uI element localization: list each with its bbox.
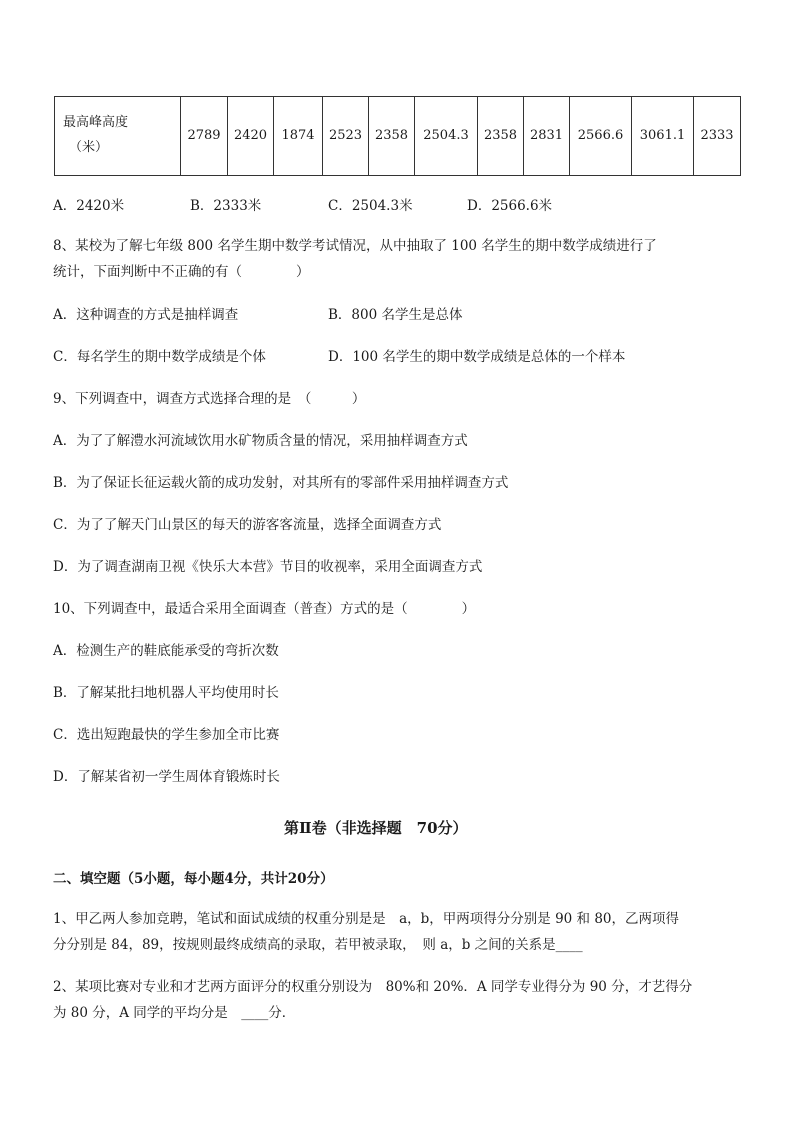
row-header-unit: （米） (69, 140, 109, 155)
q9-option-b: B．为了保证长征运载火箭的成功发射，对其所有的零部件采用抽样调查方式 (53, 475, 509, 491)
table-cell: 2504.3 (415, 97, 478, 176)
table-cell: 3061.1 (632, 97, 694, 176)
q7-option-d: D．2566.6米 (467, 198, 553, 214)
table-cell: 2523 (323, 97, 369, 176)
table-cell: 2358 (369, 97, 415, 176)
table-cell: 2358 (478, 97, 524, 176)
table-cell: 2831 (524, 97, 570, 176)
peak-height-table (54, 96, 741, 176)
q8-stem-line1: 8、某校为了解七年级 800 名学生期中数学考试情况，从中抽取了 100 名学生的期中数学成绩进行了 (53, 238, 657, 254)
table-row-header (55, 97, 181, 176)
q10-option-d: D．了解某省初一学生周体育锻炼时长 (53, 769, 280, 785)
fill1-line2: 分分别是 84，89，按规则最终成绩高的录取，若甲被录取， 则 a，b 之间的关系是____ (53, 937, 583, 953)
part2-title: 第Ⅱ卷（非选择题 70分） (284, 819, 468, 837)
q9-stem: 9、下列调查中，调查方式选择合理的是 （ ） (53, 391, 366, 407)
q8-stem-line2: 统计，下面判断中不正确的有（ ） (53, 264, 310, 280)
fill2-line1: 2、某项比赛对专业和才艺两方面评分的权重分别设为 80%和 20%．A 同学专业得分为 90 分，才艺得分 (53, 979, 693, 995)
q8-option-c: C．每名学生的期中数学成绩是个体 (53, 349, 266, 365)
q8-option-d: D．100 名学生的期中数学成绩是总体的一个样本 (328, 349, 626, 365)
row-header-label: 最高峰高度 (63, 115, 129, 131)
table-row (55, 97, 741, 176)
fill1-line1: 1、甲乙两人参加竞聘，笔试和面试成绩的权重分别是是 a，b，甲两项得分分别是 90 和 80，乙两项得 (53, 911, 680, 927)
q10-stem: 10、下列调查中，最适合采用全面调查（普查）方式的是（ ） (53, 601, 476, 617)
q10-option-b: B．了解某批扫地机器人平均使用时长 (53, 685, 279, 701)
fill2-line2: 为 80 分，A 同学的平均分是 ____分． (53, 1005, 296, 1021)
q7-option-a: A．2420米 (53, 198, 125, 214)
q9-option-d: D．为了调查湖南卫视《快乐大本营》节目的收视率，采用全面调查方式 (53, 559, 483, 575)
section-title: 二、填空题（5小题，每小题4分，共计20分） (53, 871, 334, 887)
table-cell: 2566.6 (570, 97, 632, 176)
q8-option-b: B．800 名学生是总体 (328, 307, 463, 323)
q8-option-a: A．这种调查的方式是抽样调查 (53, 307, 239, 323)
table-cell: 1874 (274, 97, 323, 176)
q10-option-c: C．选出短跑最快的学生参加全市比赛 (53, 727, 280, 743)
q7-option-c: C．2504.3米 (328, 198, 413, 214)
table-cell: 2789 (181, 97, 228, 176)
q9-option-a: A．为了了解澧水河流域饮用水矿物质含量的情况，采用抽样调查方式 (53, 433, 468, 449)
q7-option-b: B．2333米 (190, 198, 262, 214)
q9-option-c: C．为了了解天门山景区的每天的游客客流量，选择全面调查方式 (53, 517, 442, 533)
table-cell: 2420 (228, 97, 274, 176)
table-cell: 2333 (694, 97, 741, 176)
q10-option-a: A．检测生产的鞋底能承受的弯折次数 (53, 643, 279, 659)
